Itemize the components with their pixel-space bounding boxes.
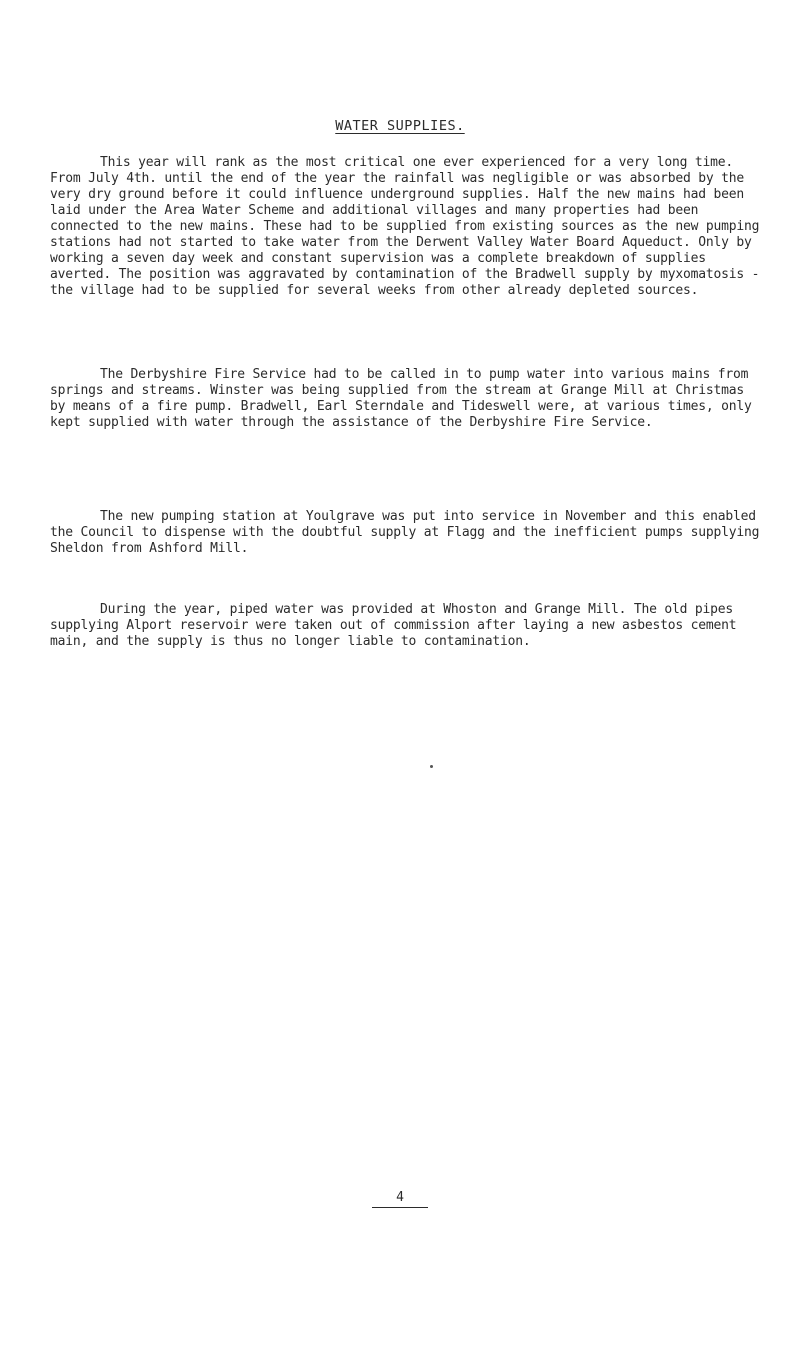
paragraph-4 (50, 602, 760, 650)
paragraph-1 (50, 155, 760, 299)
paragraph-text: This year will rank as the most critical one ever experienced for a very long time. From July 4th. until the end of the year the rainfall was negligible or was absorbed by the very dry ground before it could influence underground supplies. Half the new mains had been laid under the Area Water Scheme and additional villages and many properties had been connected to the new mains. These had to be supplied from existing sources as the new pumping stations had not started to take water from the Derwent Valley Water Board Aqueduct. Only by working a seven day week and constant supervision was a complete breakdown of supplies averted. The position was aggravated by contamination of the Bradwell supply by myxomatosis - the village had to be supplied for several weeks from other already depleted sources. (50, 155, 760, 298)
page-number (0, 1190, 800, 1208)
title-text: WATER SUPPLIES. (335, 118, 465, 134)
paragraph-2 (50, 367, 760, 431)
page-title (0, 118, 800, 134)
paragraph-text: The Derbyshire Fire Service had to be called in to pump water into various mains from springs and streams. Winster was being supplied from the stream at Grange Mill at Christmas by means of a fire pump. Bradwell, Earl Sterndale and Tideswell were, at various times, only kept supplied with water through the assistance of the Derbyshire Fire Service. (50, 367, 752, 430)
page-number-text: 4 (372, 1190, 428, 1208)
paragraph-text: The new pumping station at Youlgrave was put into service in November and this enabled the Council to dispense with the doubtful supply at Flagg and the inefficient pumps supplying Sheldon from Ashford Mill. (50, 509, 760, 556)
paragraph-3 (50, 509, 760, 557)
speck-mark (430, 765, 433, 768)
paragraph-text: During the year, piped water was provided at Whoston and Grange Mill. The old pipes supplying Alport reservoir were taken out of commission after laying a new asbestos cement main, and the supply is thus no longer liable to contamination. (50, 602, 737, 649)
